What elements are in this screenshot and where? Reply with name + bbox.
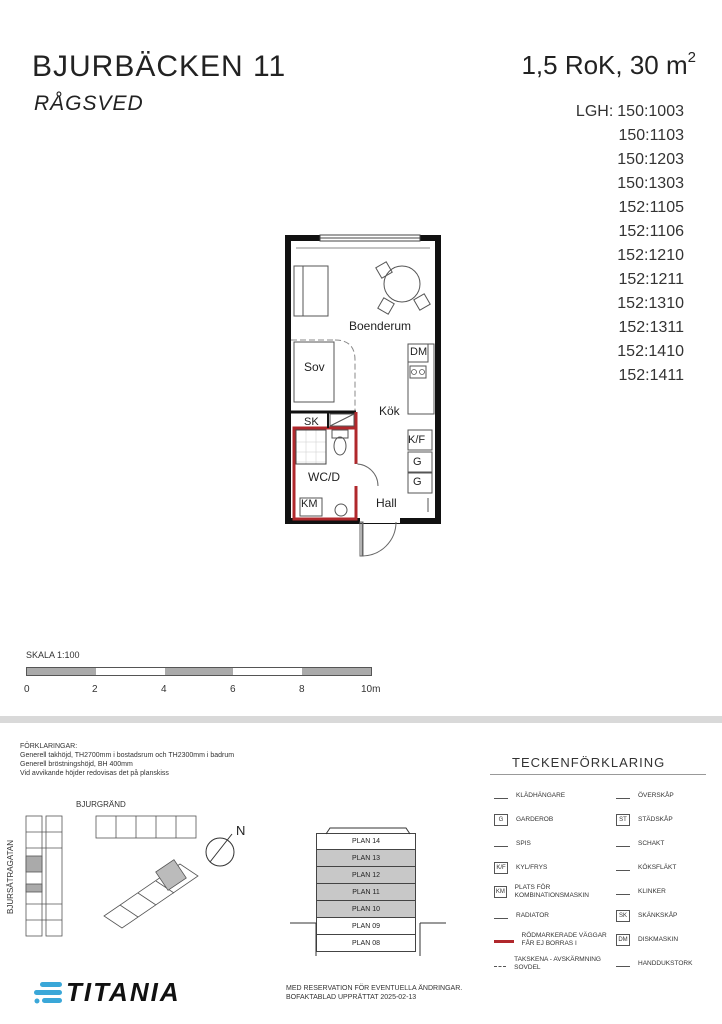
notes-line: Generell takhöjd, TH2700mm i bostadsrum och TH2300mm i badrum [20,752,235,759]
footer-note-2: BOFAKTABLAD UPPRÄTTAT 2025-02-13 [286,994,417,1001]
legend-symbol-icon: KM [494,886,507,898]
apartment-number-row [570,340,684,364]
apartment-size [521,50,696,81]
legend-rule [490,774,706,775]
legend-symbol-icon [494,961,506,967]
legend-item [616,784,716,808]
room-label-dm: DM [410,346,428,358]
floor-row: PLAN 10 [316,901,416,918]
north-label: N [236,823,246,838]
scale-bar [26,667,372,676]
apartment-number: 152:1311 [618,319,684,336]
apartment-number: 150:1003 [617,103,684,120]
scale-tick: 0 [24,684,30,695]
scale-tick: 8 [299,684,305,695]
room-label-kf: K/F [408,434,426,446]
legend-label: TAKSKENA - AVSKÄRMNING SOVDEL [514,956,601,971]
legend-item [616,808,716,832]
legend-label: KÖKSFLÄKT [638,864,677,871]
legend-item [616,880,716,904]
project-subtitle: RÅGSVED [34,92,144,115]
floor-row: PLAN 08 [316,935,416,952]
apartment-number-row [570,268,684,292]
apartment-number-list [570,100,684,388]
legend-item [616,856,716,880]
apartment-number: 152:1105 [618,199,684,216]
legend-label: RÖDMARKERADE VÄGGAR FÅR EJ BORRAS I [521,932,607,947]
footer-note-1: MED RESERVATION FÖR EVENTUELLA ÄNDRINGAR. [286,985,463,992]
apartment-number-row [570,148,684,172]
legend-item [616,928,716,952]
legend-label: GARDEROB [516,816,554,823]
sofa [294,266,328,316]
apartment-number: 152:1410 [617,343,684,360]
size-text: 1,5 RoK, 30 m [521,50,688,80]
legend-symbol-icon [616,889,630,895]
apartment-number: 152:1211 [618,271,684,288]
legend-item [616,952,716,976]
legend-label: DISKMASKIN [638,936,679,943]
section-divider [0,716,722,723]
legend-symbol-icon [616,793,630,799]
room-label-boenderum: Boenderum [349,319,412,333]
room-label-sk: SK [304,416,319,428]
legend-label: SCHAKT [638,840,665,847]
footer-note [286,984,462,1002]
floor-row: PLAN 12 [316,867,416,884]
street-label-bjurgrand: BJURGRÄND [76,800,126,809]
legend-symbol-icon: K/F [494,862,508,874]
legend-symbol-icon [494,841,508,847]
scale-tick: 2 [92,684,98,695]
size-superscript: 2 [687,49,696,67]
legend-label: SKÄNKSKÅP [638,912,678,919]
legend-label: KLÄDHÄNGARE [516,792,566,799]
legend-label: KLINKER [638,888,666,895]
apartment-number-row [570,172,684,196]
apartment-number-row [570,196,684,220]
apartment-number: 150:1303 [617,175,684,192]
apartment-number-row [570,292,684,316]
legend-symbol-icon [494,937,514,943]
apartment-number: 152:1310 [617,295,684,312]
apartment-number-row [570,244,684,268]
dining-table [384,266,420,302]
legend-label: RADIATOR [516,912,549,919]
legend-item [494,784,614,808]
legend-item [494,880,614,904]
room-label-km: KM [301,498,318,510]
legend-item [494,808,614,832]
legend-symbol-icon: SK [616,910,630,922]
legend-label: ÖVERSKÅP [638,792,674,799]
street-label-bjursatragatan: BJURSÄTRAGATAN [6,840,15,914]
legend-item [616,832,716,856]
project-title: BJURBÄCKEN 11 [32,50,287,83]
legend-item [494,928,614,952]
notes-line: Vid avvikande höjder redovisas det på planskiss [20,770,169,777]
notes [20,742,320,778]
floor-row: PLAN 11 [316,884,416,901]
entrance-door [362,522,396,556]
legend-item [494,952,614,976]
legend-symbol-icon: ST [616,814,630,826]
room-label-kok: Kök [379,404,400,418]
floor-row: PLAN 09 [316,918,416,935]
scale-tick: 6 [230,684,236,695]
notes-title: FÖRKLARINGAR: [20,743,78,750]
legend-symbol-icon [494,913,508,919]
floor-stack-outline [290,826,450,958]
apartment-number-label: LGH: [575,103,614,120]
legend-item [494,856,614,880]
legend-label: HANDDUKSTORK [638,960,693,967]
legend-right-column [616,784,716,976]
titania-logo-icon [30,978,66,1006]
scale-label: SKALA 1:100 [26,650,80,660]
floor-row: PLAN 13 [316,850,416,867]
room-label-g1: G [413,456,422,468]
apartment-number-row [570,316,684,340]
toilet [334,437,346,455]
legend-symbol-icon [494,793,508,799]
legend-symbol-icon: DM [616,934,630,946]
floor-plan [280,232,450,562]
legend-label: PLATS FÖR KOMBINATIONSMASKIN [514,884,589,899]
room-label-wcd: WC/D [308,470,340,484]
legend-item [616,904,716,928]
legend-left-column [494,784,614,976]
titania-logo-text: TITANIA [66,977,181,1007]
apartment-number: 152:1106 [618,223,684,240]
apartment-number-row [570,124,684,148]
room-label-g2: G [413,476,422,488]
apartment-number: 152:1411 [618,367,684,384]
legend-symbol-icon [616,865,630,871]
legend-item [494,904,614,928]
apartment-number: 150:1203 [617,151,684,168]
apartment-number-row [570,220,684,244]
scale-tick: 10m [361,684,381,695]
room-label-hall: Hall [376,496,397,510]
apartment-number-row [570,364,684,388]
legend-label: STÄDSKÅP [638,816,673,823]
legend-title: TECKENFÖRKLARING [512,755,666,770]
floor-row: PLAN 14 [316,833,416,850]
apartment-number: 150:1103 [618,127,684,144]
room-label-sov: Sov [304,360,325,374]
legend-symbol-icon [616,961,630,967]
legend-label: KYL/FRYS [516,864,548,871]
tile-floor [296,430,326,464]
apartment-number: 152:1210 [617,247,684,264]
floor-drain [335,504,347,516]
notes-line: Generell bröstningshöjd, BH 400mm [20,761,133,768]
legend-symbol-icon [616,841,630,847]
shower [296,430,326,464]
legend-symbol-icon: G [494,814,508,826]
legend-label: SPIS [516,840,531,847]
scale-tick: 4 [161,684,167,695]
legend-item [494,832,614,856]
apartment-number-row [570,100,684,124]
